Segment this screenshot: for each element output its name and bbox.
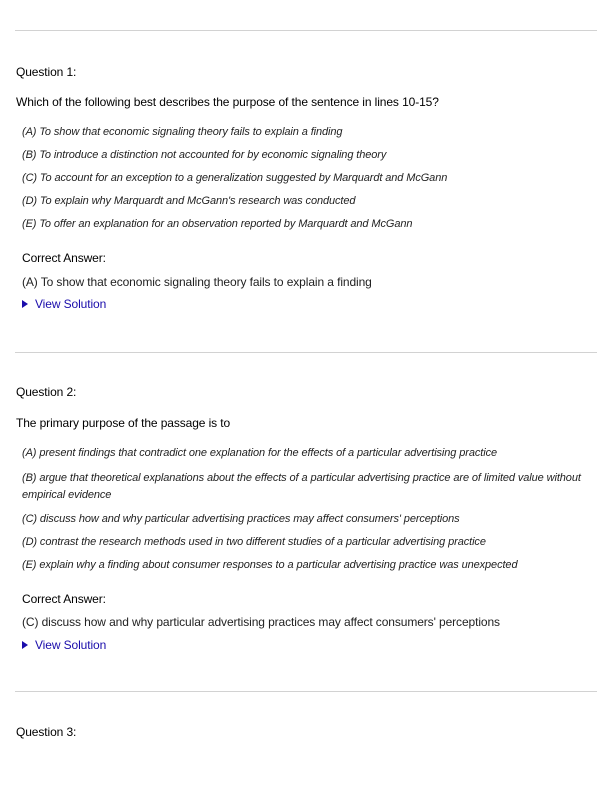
question-1-stem: Which of the following best describes the purpose of the sentence in lines 10-15?: [16, 95, 439, 109]
question-2-view-solution-link[interactable]: [22, 638, 106, 652]
divider: [15, 352, 597, 353]
question-2-option-b: (B) argue that theoretical explanations about the effects of a particular advertising practice are of limited value without empirical evidence: [22, 472, 581, 501]
question-2-correct-answer: (C) discuss how and why particular advertising practices may affect consumers' perceptions: [22, 615, 500, 629]
question-2-correct-label: Correct Answer:: [22, 592, 106, 606]
divider: [15, 691, 597, 692]
question-2-label: Question 2:: [16, 385, 77, 399]
question-2-option-a: (A) present findings that contradict one explanation for the effects of a particular advertising practice: [22, 447, 497, 459]
question-1-label: Question 1:: [16, 65, 77, 79]
expand-triangle-icon: [22, 300, 28, 308]
question-2-option-c: (C) discuss how and why particular advertising practices may affect consumers' perceptions: [22, 513, 460, 525]
question-2-stem: The primary purpose of the passage is to: [16, 416, 231, 430]
question-1-correct-answer: (A) To show that economic signaling theory fails to explain a finding: [22, 275, 372, 289]
view-solution-label: View Solution: [35, 638, 107, 652]
question-1-option-a: (A) To show that economic signaling theory fails to explain a finding: [22, 126, 343, 138]
question-1-correct-label: Correct Answer:: [22, 251, 106, 265]
question-1-view-solution-link[interactable]: [22, 297, 106, 311]
expand-triangle-icon: [22, 641, 28, 649]
question-1-option-b: (B) To introduce a distinction not accounted for by economic signaling theory: [22, 149, 387, 161]
question-3-label: Question 3:: [16, 725, 77, 739]
question-2-option-e: (E) explain why a finding about consumer responses to a particular advertising practice was unexpected: [22, 559, 518, 571]
divider: [15, 30, 597, 31]
question-1-option-d: (D) To explain why Marquardt and McGann's research was conducted: [22, 195, 356, 207]
question-2-option-d: (D) contrast the research methods used in two different studies of a particular advertising practice: [22, 536, 486, 548]
question-1-option-c: (C) To account for an exception to a generalization suggested by Marquardt and McGann: [22, 172, 448, 184]
question-1-option-e: (E) To offer an explanation for an observation reported by Marquardt and McGann: [22, 218, 413, 230]
view-solution-label: View Solution: [35, 297, 107, 311]
